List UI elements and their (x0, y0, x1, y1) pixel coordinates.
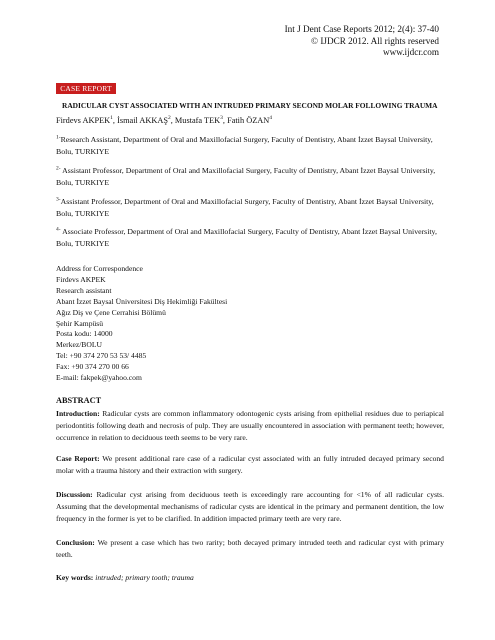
journal-info (285, 24, 439, 59)
journal-url[interactable]: www.ijdcr.com (382, 47, 439, 57)
affiliation-sup: 1- (56, 134, 61, 141)
keywords-label: Key words: (56, 573, 94, 582)
author-sup: 1 (110, 115, 113, 122)
section-text: Radicular cysts are common inflammatory odontogenic cysts arising from epithelial residues due to periapical periodontitis following death and necrosis of pulp. They are usually encountered in association with permanent teeth; however, occurrence in relation to deciduous teeth seems to be very rare. (56, 409, 444, 442)
affiliation-4 (56, 226, 451, 250)
author-sup: 4 (269, 115, 273, 122)
address-line: Firdevs AKPEK (56, 274, 106, 284)
section-text: We present a case which has two rarity; both decayed primary intruded teeth and radicular cyst with primary teeth. (56, 538, 444, 559)
journal-citation: Int J Dent Case Reports 2012; 2(4): 37-40 (284, 24, 439, 34)
keywords (56, 573, 194, 582)
author-sup: 3 (220, 115, 223, 122)
affiliation-2 (56, 165, 451, 189)
journal-copyright: © IJDCR 2012. All rights reserved (311, 35, 439, 46)
section-label: Introduction: (56, 409, 100, 418)
author-name: Fatih ÖZAN (227, 116, 270, 125)
address-line: Research assistant (56, 285, 112, 295)
keywords-text: intruded; primary tooth; trauma (93, 573, 194, 582)
address-line: Posta kodu: 14000 (56, 329, 113, 339)
author-list: Firdevs AKPEK$^1$, İsmail AKKAŞ$^2$, Mustafa TEK$^3$, Fatih ÖZAN$^4$ (56, 115, 273, 125)
case-report-badge: CASE REPORT (56, 83, 116, 94)
address-line: Abant İzzet Baysal Üniversitesi Diş Hekimliği Fakültesi (56, 296, 228, 306)
affiliation-text: Assistant Professor, Department of Oral and Maxillofacial Surgery, Faculty of Dentistry, Abant İzzet Baysal University, Bolu, TURKIYE (56, 166, 436, 187)
address-line: Merkez/BOLU (56, 340, 102, 350)
author-name: Firdevs AKPEK (56, 116, 111, 125)
affiliation-sup: 4- (56, 226, 61, 233)
affiliation-3 (56, 196, 451, 220)
section-text: We present additional rare case of a radicular cyst associated with an fully intruded decayed primary second molar with a trauma history and their extraction with surgery. (56, 454, 444, 475)
abstract-case-report (56, 453, 444, 477)
abstract-conclusion (56, 537, 444, 561)
section-label: Case Report: (56, 454, 100, 463)
author-name: Mustafa TEK (174, 116, 221, 125)
email-line[interactable]: E-mail: fakpek@yahoo.com (56, 373, 142, 383)
address-line: Ağız Diş ve Çene Cerrahisi Bölümü (56, 307, 166, 317)
abstract-heading: ABSTRACT (56, 396, 102, 405)
affiliation-1 (56, 134, 451, 158)
address-line: Tel: +90 374 270 53 53/ 4485 (56, 351, 147, 361)
address-line: Şehir Kampüsü (56, 318, 104, 328)
address-line: Address for Correspondence (56, 264, 143, 273)
affiliation-text: Associate Professor, Department of Oral and Maxillofacial Surgery, Faculty of Dentistry, Abant İzzet Baysal University, Bolu, TURKIYE (56, 227, 437, 248)
affiliation-text: Research Assistant, Department of Oral and Maxillofacial Surgery, Faculty of Dentistry, Abant İzzet Baysal University, Bolu, TURKIYE (56, 135, 433, 156)
correspondence-address (56, 264, 227, 384)
article-title: RADICULAR CYST ASSOCIATED WITH AN INTRUDED PRIMARY SECOND MOLAR FOLLOWING TRAUMA (62, 101, 438, 110)
author-name: İsmail AKKAŞ (117, 116, 169, 125)
section-label: Discussion: (56, 490, 93, 499)
section-label: Conclusion: (56, 538, 95, 547)
affiliation-sup: 2- (56, 165, 61, 172)
affiliation-sup: 3- (56, 196, 61, 203)
address-line: Fax: +90 374 270 00 66 (56, 362, 129, 372)
abstract-introduction (56, 408, 444, 444)
author-sup: 2 (168, 115, 171, 122)
abstract-discussion (56, 489, 444, 525)
affiliation-text: Assistant Professor, Department of Oral and Maxillofacial Surgery, Faculty of Dentistry, Abant İzzet Baysal University, Bolu, TURKIYE (56, 197, 434, 218)
section-text: Radicular cyst arising from deciduous teeth is exceedingly rare accounting for <1% of all radicular cysts. Assuming that the developmental mechanisms of radicular cysts are identical in the primary and permanent dentition, the low frequency in the former is yet to be clarified. In addition impacted primary teeth are very rare. (56, 490, 444, 523)
